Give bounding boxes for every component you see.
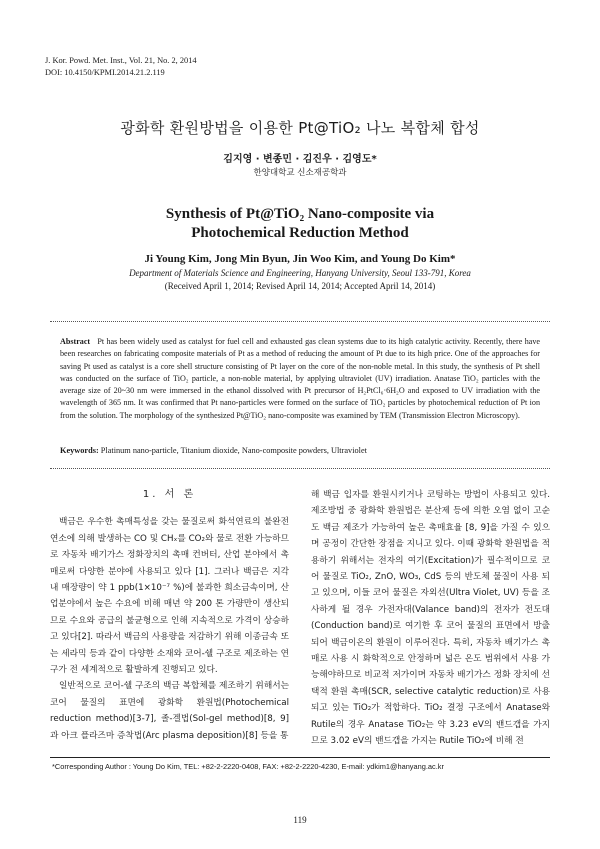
- abstract-bottom-divider: [50, 468, 550, 469]
- left-column: [50, 487, 289, 744]
- korean-authors: 김지영 · 변종민 · 김진우 · 김영도*: [223, 154, 377, 165]
- keywords-text: Platinum nano-particle, Titanium dioxide, Nano-composite powders, Ultraviolet: [100, 446, 367, 455]
- korean-affiliation: 한양대학교 신소재공학과: [253, 168, 347, 178]
- abstract: [60, 336, 540, 422]
- abstract-label: Abstract: [60, 337, 91, 346]
- english-title-line2: Photochemical Reduction Method: [191, 225, 409, 241]
- journal-header: [45, 55, 197, 79]
- english-authors: Ji Young Kim, Jong Min Byun, Jin Woo Kim, and Young Do Kim*: [144, 253, 456, 265]
- english-title: [0, 205, 600, 243]
- right-column: [311, 487, 550, 750]
- corresponding-author-footnote: *Corresponding Author : Young Do Kim, TEL: +82-2-2220-0408, FAX: +82-2-2220-4230, E-mail: ydkim1@hanyang.ac.kr: [52, 762, 444, 771]
- section-title: 1. 서 론: [142, 489, 197, 500]
- abstract-text: Pt has been widely used as catalyst for fuel cell and exhausted gas clean systems due to its high catalytic activity. Recently, there have been researches on fabricating composite materials of Pt as a method of reducing the amount of Pt due to its high price. One of the approaches for saving Pt used as catalyst is a core shell structure consisting of Pt layer on the core of the non-noble metal. In this study, the synthesis of Pt shell was conducted on the surface of TiO₂ particle, a non-noble material, by applying ultraviolet (UV) irradiation. Anatase TiO₂ particles with the average size of 20~30 nm were immersed in the ethanol dissolved with Pt precursor of H₂PtCl₆·6H₂O and exposed to UV irradiation with the wavelength of 365 nm. It was confirmed that Pt nano-particles were formed on the surface of TiO₂ particles by photochemical reduction of Pt ion from the solution. The morphology of the synthesized Pt@TiO₂ nano-composite was examined by TEM (Transmission Electron Microscopy).: [60, 337, 540, 420]
- abstract-top-divider: [50, 321, 550, 322]
- footnote-divider: [50, 757, 550, 758]
- keywords: [60, 446, 540, 455]
- paragraph: 백금은 우수한 촉매특성을 갖는 물질로써 화석연료의 불완전 연소에 의해 발생하는 CO 및 CHₓ를 CO₂와 물로 전환 가능하므로 자동차 배기가스 정화장치의 촉매 컨버터, 산업 분야에서 촉매로써 다양한 분야에 사용되고 있다 [1]. 그러나 백금은 지각 내 매장량이 약 1 ppb(1×10⁻⁷ %)에 불과한 희소금속이며, 산업분야에서 높은 수요에 비해 매년 약 200 톤 가량만이 생산되므로 수요와 공급의 불균형으로 인해 지속적으로 가격이 상승하고 있다[2]. 따라서 백금의 사용량을 저감하기 위해 이종금속 또는 세라믹 등과 같이 다양한 소재와 코어-쉘 구조로 제조하는 연구가 전 세계적으로 활발하게 진행되고 있다.: [50, 517, 289, 676]
- keywords-label: Keywords:: [60, 446, 99, 455]
- page-number: 119: [293, 815, 307, 825]
- journal-citation: J. Kor. Powd. Met. Inst., Vol. 21, No. 2, 2014: [45, 56, 197, 65]
- received-dates: (Received April 1, 2014; Revised April 14, 2014; Accepted April 14, 2014): [164, 281, 436, 291]
- paragraph: 일반적으로 코어-쉘 구조의 백금 복합체를 제조하기 위해서는 코어 물질의 표면에 광화학 환원법(Photochemical reduction method)[3-7], 졸-겔법(Sol-gel method)[8, 9]과 아크 플라즈마 증착법(Arc plasma deposition)[8] 등을 통: [50, 681, 289, 741]
- paragraph: 해 백금 입자를 환원시키거나 코팅하는 방법이 사용되고 있다. 제조방법 중 광화학 환원법은 분산제 등에 의한 오염 없이 고순도 백금 제조가 가능하여 높은 촉매효율 [8, 9]을 가질 수 있으며 공정이 간단한 장점을 지니고 있다. 이때 광화학 환원법을 적용하기 위해서는 전자의 여기(Excitation)가 필수적이므로 코어 물질로 TiO₂, ZnO, WO₃, CdS 등의 반도체 물질이 사용 되고 있으며, 이들 코어 물질은 자외선(Ultra Violet, UV) 등을 조사하게 될 경우 가전자대(Valance band)의 전자가 전도대(Conduction band)로 여기한 후 코어 물질의 표면에서 방출되어 백금이온의 환원이 이루어진다. 특히, 자동차 배기가스 촉매로 사용 시 화학적으로 안정하며 넓은 온도 범위에서 사용 가능해야하므로 비교적 저가이며 자동차 배기가스 정화 장치에 선택적 환원 촉매(SCR, selective catalytic reduction)로 사용되고 있는 TiO₂가 적합하다. TiO₂ 결정 구조에서 Anatase와 Rutile의 경우 Anatase TiO₂는 약 3.23 eV의 밴드갭을 가지므로 3.02 eV의 밴드갭을 가지는 Rutile TiO₂에 비해 전: [311, 490, 550, 747]
- english-title-line1: Synthesis of Pt@TiO₂ Nano-composite via: [165, 206, 435, 222]
- english-affiliation: Department of Materials Science and Engineering, Hanyang University, Seoul 133-791, Korea: [129, 268, 471, 278]
- korean-title: 광화학 환원방법을 이용한 Pt@TiO₂ 나노 복합체 합성: [120, 119, 480, 137]
- journal-doi: DOI: 10.4150/KPMI.2014.21.2.119: [45, 68, 165, 77]
